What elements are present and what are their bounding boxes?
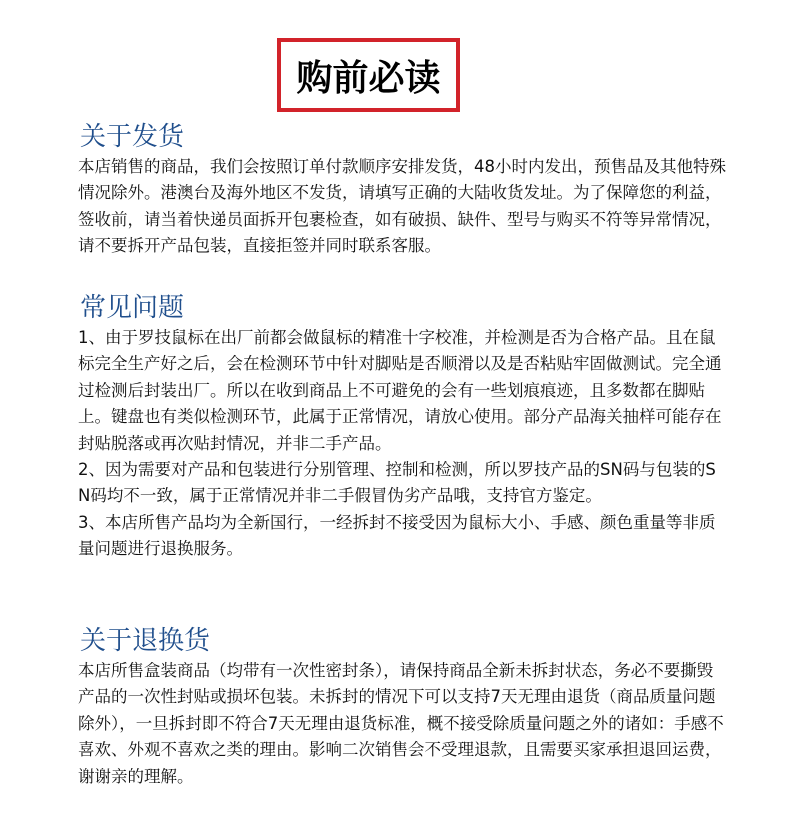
returns-heading: 关于退换货 [80, 626, 211, 656]
returns-body: 本店所售盒装商品（均带有一次性密封条），请保持商品全新未拆封状态，务必不要撕毁产品的一次性封贴或损坏包装。未拆封的情况下可以支持7天无理由退货（商品质量问题除外），一旦拆封即不符合7天无理由退货标准，概不接受除质量问题之外的诸如：手感不喜欢、外观不喜欢之类的理由。影响二次销售会不受理退款，且需要买家承担退回运费，谢谢亲的理解。 [78, 661, 724, 786]
faq-item-1: 1、由于罗技鼠标在出厂前都会做鼠标的精准十字校准，并检测是否为合格产品。且在鼠标完全生产好之后，会在检测环节中针对脚贴是否顺滑以及是否粘贴牢固做测试。完全通过检测后封装出厂。所以在收到商品上不可避免的会有一些划痕痕迹，且多数都在脚贴上。键盘也有类似检测环节，此属于正常情况，请放心使用。部分产品海关抽样可能存在封贴脱落或再次贴封情况，并非二手产品。 [78, 328, 722, 453]
shipping-section [78, 121, 728, 260]
faq-section [78, 292, 728, 563]
faq-heading: 常见问题 [80, 293, 185, 323]
shipping-body: 本店销售的商品，我们会按照订单付款顺序安排发货，48小时内发出，预售品及其他特殊情况除外。港澳台及海外地区不发货，请填写正确的大陆收货发址。为了保障您的利益，签收前，请当着快递员面拆开包裹检查，如有破损、缺件、型号与购买不符等异常情况，请不要拆开产品包装，直接拒签并同时联系客服。 [78, 157, 726, 256]
faq-item-3: 3、本店所售产品均为全新国行，一经拆封不接受因为鼠标大小、手感、颜色重量等非质量问题进行退换服务。 [78, 512, 716, 559]
shipping-heading: 关于发货 [80, 122, 185, 152]
title-banner [277, 38, 460, 112]
page-title: 购前必读 [296, 57, 441, 99]
returns-section [78, 625, 728, 790]
faq-item-2: 2、因为需要对产品和包装进行分别管理、控制和检测，所以罗技产品的SN码与包装的SN码均不一致，属于正常情况并非二手假冒伪劣产品哦，支持官方鉴定。 [78, 460, 716, 506]
